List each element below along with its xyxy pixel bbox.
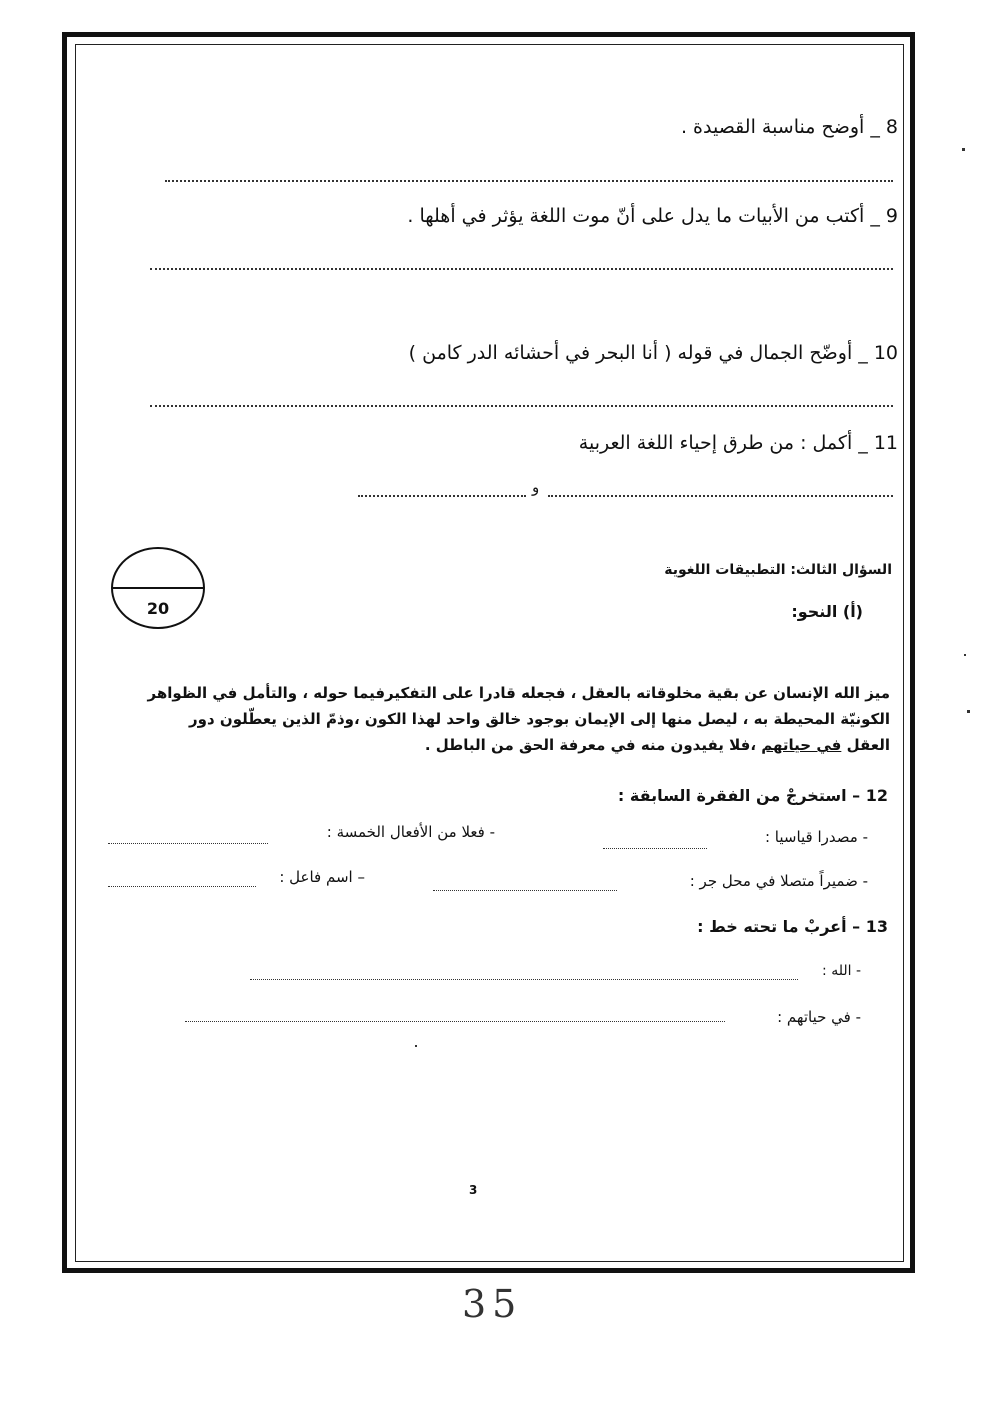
answer-line-9[interactable] — [150, 268, 893, 270]
question-12-title: 12 – استخرجْ من الفقرة السابقة : — [617, 786, 888, 805]
question-10: 10 _ أوضّح الجمال في قوله ( أنا البحر في أحشائه الدر كامن ) — [408, 342, 898, 364]
paragraph-line-2: الكونيّة المحيطة به ، ليصل منها إلى الإيمان بوجود خالق واحد لهذا الكون ،وذمّ الذين يعطّلون دور — [189, 710, 890, 728]
q12-answer-2[interactable] — [108, 843, 268, 844]
scan-speck — [967, 710, 970, 713]
q13-answer-2[interactable] — [185, 1021, 725, 1022]
q12-item-2: - فعلا من الأفعال الخمسة : — [326, 823, 495, 841]
q12-answer-4[interactable] — [108, 886, 256, 887]
answer-line-10[interactable] — [150, 405, 893, 407]
section-3-title: السؤال الثالث: التطبيقات اللغوية — [664, 562, 892, 578]
underlined-phrase: في حياتهم — [761, 736, 842, 754]
answer-line-11a[interactable] — [548, 495, 893, 497]
q13-answer-1[interactable] — [250, 979, 798, 980]
q13-item-2: - في حياتهم : — [777, 1008, 861, 1026]
answer-line-11b[interactable] — [358, 495, 526, 497]
score-divider — [113, 587, 203, 589]
paragraph-line-3-post: ،فلا يفيدون منه في معرفة الحق من الباطل . — [424, 736, 762, 754]
connector-waw: و — [532, 478, 540, 496]
score-circle — [111, 547, 205, 629]
question-13-title: 13 – أعربْ ما تحته خط : — [697, 917, 888, 936]
q12-answer-1[interactable] — [603, 848, 707, 849]
scan-speck — [415, 1045, 417, 1047]
q12-answer-3[interactable] — [433, 890, 617, 891]
section-3-subsection: (أ) النحو: — [791, 602, 863, 621]
scan-speck — [964, 654, 966, 656]
question-9: 9 _ أكتب من الأبيات ما يدل على أنّ موت اللغة يؤثر في أهلها . — [407, 205, 898, 227]
page-number: 3 — [469, 1183, 478, 1197]
q12-item-3: - ضميراً متصلا في محل جر : — [689, 872, 868, 890]
paragraph-line-1: ميز الله الإنسان عن بقية مخلوقاته بالعقل ، فجعله قادرا على التفكيرفيما حوله ، والتأمل في الظواهر — [147, 684, 890, 702]
q12-item-1: - مصدرا قياسيا : — [764, 828, 868, 846]
question-8: 8 _ أوضح مناسبة القصيدة . — [680, 116, 898, 138]
question-11: 11 _ أكمل : من طرق إحياء اللغة العربية — [578, 432, 898, 454]
score-value: 20 — [146, 599, 170, 618]
handwritten-page-number: 35 — [462, 1282, 523, 1326]
q12-item-4: – اسم فاعل : — [279, 868, 365, 886]
scan-speck — [962, 148, 965, 151]
grammar-paragraph — [80, 680, 890, 758]
answer-line-8[interactable] — [165, 180, 893, 182]
paragraph-line-3 — [80, 732, 890, 758]
paragraph-line-3-pre: العقل — [841, 736, 890, 754]
q13-item-1: - الله : — [822, 963, 861, 979]
